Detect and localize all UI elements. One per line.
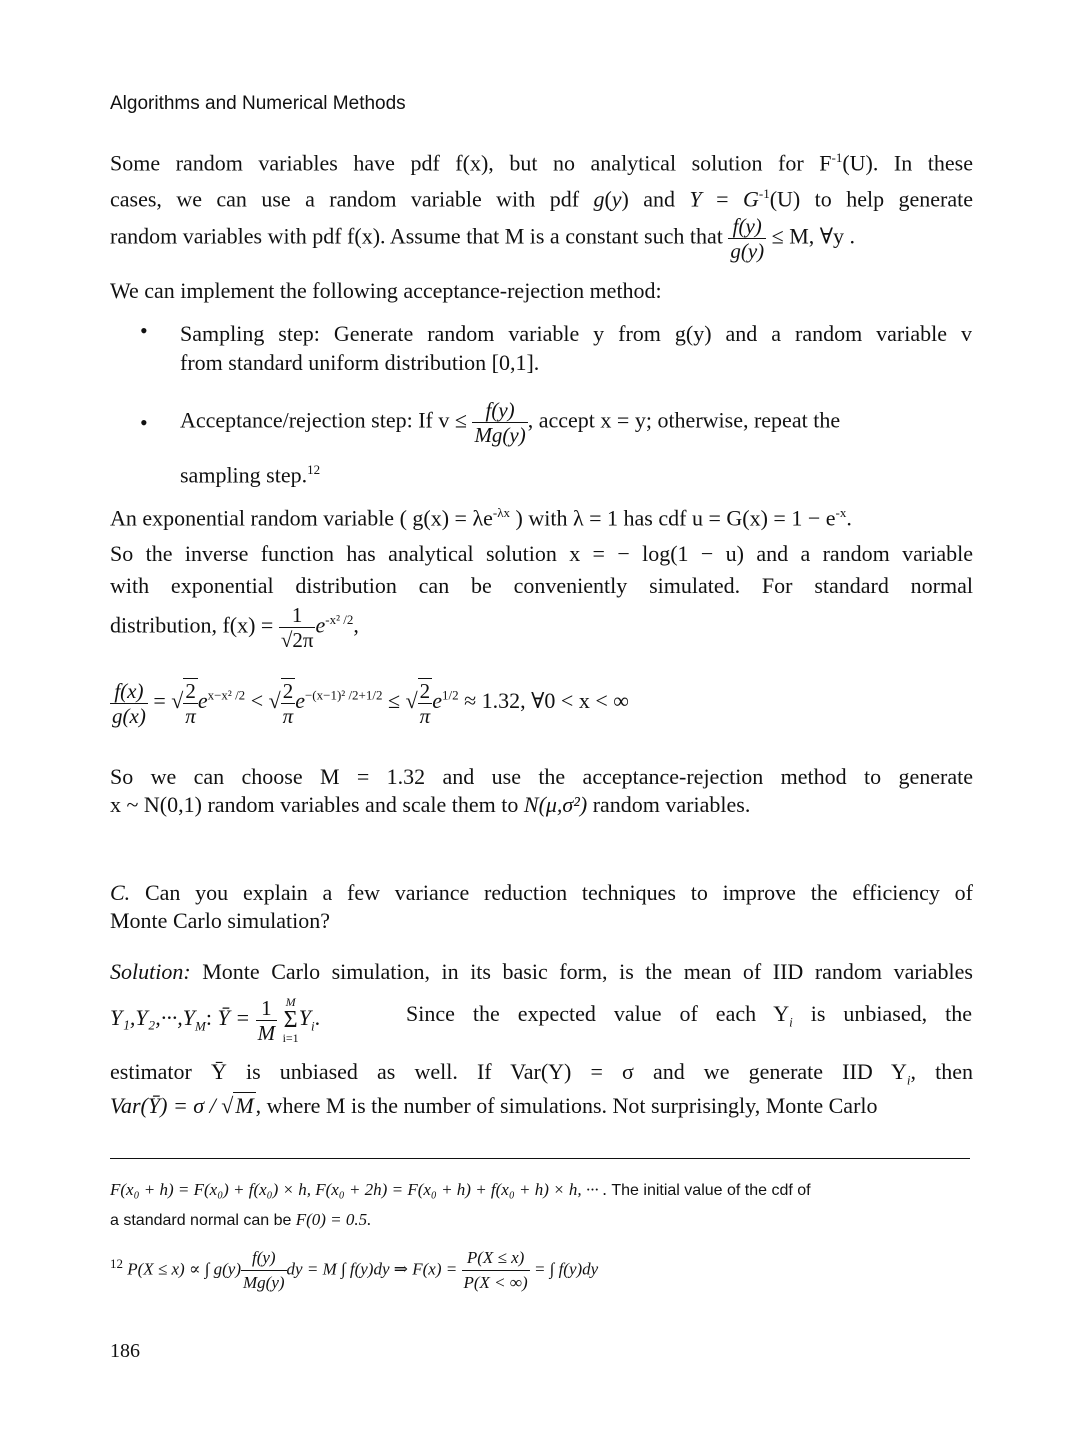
- bullet-2-line-1: Acceptance/rejection step: If v ≤ $\frac{f(y)}{Mg(y)}$ , accept x = y; otherwise, repeat the: [180, 398, 841, 447]
- footnote-11-line-1: F(x₀ + h) = F(x₀) + f(x₀) × h, F(x₀ + 2h) = F(x₀ + h) + f(x₀ + h) × h, ··· . The initial value of the cdf of: [110, 1180, 811, 1199]
- footnote-fraction-1: $\frac{f(y)}{Mg(y)}$: [243, 1248, 285, 1292]
- ratio-equation: $\frac{f(x)}{g(x)}$ = √ $\frac{2}{\pi}$ $e^{x-x^2 /2}$ < √ $\frac{2}{\pi}$ $e^{-(x-1)^2 /2+1/2}$ ≤ √ $\frac{2}{\pi}$ $e^{1/2} \approx 1.32$, ∀0 < x < ∞: [112, 678, 629, 728]
- exp-line-4: distribution, f(x) = $\frac{1}{√2\pi}$ $e^{-x^2 /2}$,: [110, 603, 359, 652]
- footnote-rule: [110, 1158, 970, 1159]
- exp-line-3: with exponential distribution can be conveniently simulated. For standard normal: [110, 573, 973, 598]
- intro-line-1: Some random variables have pdf f(x), but no analytical solution for $F^{-1}(U)$. In these: [110, 150, 973, 176]
- bullet-1-line-1: Sampling step: Generate random variable y from g(y) and a random variable v: [180, 321, 972, 346]
- fx-over-gx-fraction: $\frac{f(x)}{g(x)}$: [112, 678, 146, 728]
- acceptance-fraction: $\frac{f(y)}{Mg(y)}$: [474, 398, 526, 447]
- bullet-dot-2: •: [140, 410, 148, 435]
- exp-line-1: An exponential random variable ( $g(x) = \lambda e^{-\lambda x}$ ) with λ = 1 has cdf $u = G(x) = 1 - e^{-x}$.: [110, 505, 852, 531]
- conclusion-line-2: x ~ N(0,1) random variables and scale them to N(μ,σ²) random variables.: [110, 792, 751, 817]
- solution-line-1: Solution: Monte Carlo simulation, in its basic form, is the mean of IID random variables: [110, 959, 973, 984]
- sqrt-2-over-pi-3: $\frac{2}{\pi}$: [419, 679, 431, 728]
- footnote-12: $^{12}$ P(X ≤ x) ∝ ∫ g(y) $\frac{f(y)}{Mg(y)}$ dy = M ∫ f(y)dy ⇒ F(x) = $\frac{P(X \le x)}{P(X < \infty)}$ = ∫ f(y)dy: [110, 1246, 972, 1295]
- question-c-line-2: Monte Carlo simulation?: [110, 908, 330, 933]
- bullet-2-line-2: sampling step.$^{12}$: [180, 462, 321, 488]
- conclusion-line-1: So we can choose M = 1.32 and use the acceptance-rejection method to generate: [110, 764, 973, 789]
- footnote-ref-12: 12: [307, 462, 321, 477]
- footnote-fraction-2: $\frac{P(X \le x)}{P(X < \infty)}$: [463, 1248, 528, 1292]
- solution-line-3: estimator Ȳ is unbiased as well. If Var(Y) = σ and we generate IID $Y_i$, then: [110, 1059, 973, 1088]
- intro-line-3: random variables with pdf f(x). Assume that M is a constant such that $\frac{f(y)}{g(y)}$ ≤ M, ∀y .: [110, 214, 856, 263]
- footnote-11-line-2: a standard normal can be F(0) = 0.5.: [110, 1210, 372, 1229]
- sqrt-2-over-pi-1: $\frac{2}{\pi}$: [185, 679, 196, 728]
- solution-line-2: $Y_1,Y_2,\cdot\cdot\cdot,Y_M$: Ȳ = $\frac{1}{M}$ M Σ i=1 $Y_i$. Since the expected value of each $Y_i$ is unbiased, the: [110, 995, 972, 1045]
- running-header: Algorithms and Numerical Methods: [110, 93, 406, 114]
- solution-line-4: Var(Ȳ) = σ / √M, where M is the number of simulations. Not surprisingly, Monte Carlo: [110, 1093, 878, 1118]
- fy-over-gy-fraction: $\frac{f(y)}{g(y)}$: [730, 214, 765, 263]
- question-c-line-1: C. Can you explain a few variance reduction techniques to improve the efficiency of: [110, 880, 974, 905]
- summation-symbol: M Σ i=1: [282, 995, 299, 1045]
- intro-line-4: We can implement the following acceptance-rejection method:: [110, 278, 662, 303]
- normal-pdf-fraction: $\frac{1}{√2\pi}$: [280, 603, 314, 652]
- bullet-dot-1: •: [140, 318, 148, 343]
- sqrt-2-over-pi-2: $\frac{2}{\pi}$: [282, 679, 294, 728]
- page-number: 186: [110, 1340, 140, 1362]
- one-over-m-fraction: $\frac{1}{M}$: [257, 995, 276, 1045]
- exp-line-2: So the inverse function has analytical solution x = − log(1 − u) and a random variable: [110, 541, 973, 566]
- bullet-1-line-2: from standard uniform distribution [0,1].: [180, 350, 540, 375]
- intro-line-2: cases, we can use a random variable with pdf g(y) and $Y = G^{-1}(U)$ to help generate: [110, 186, 973, 212]
